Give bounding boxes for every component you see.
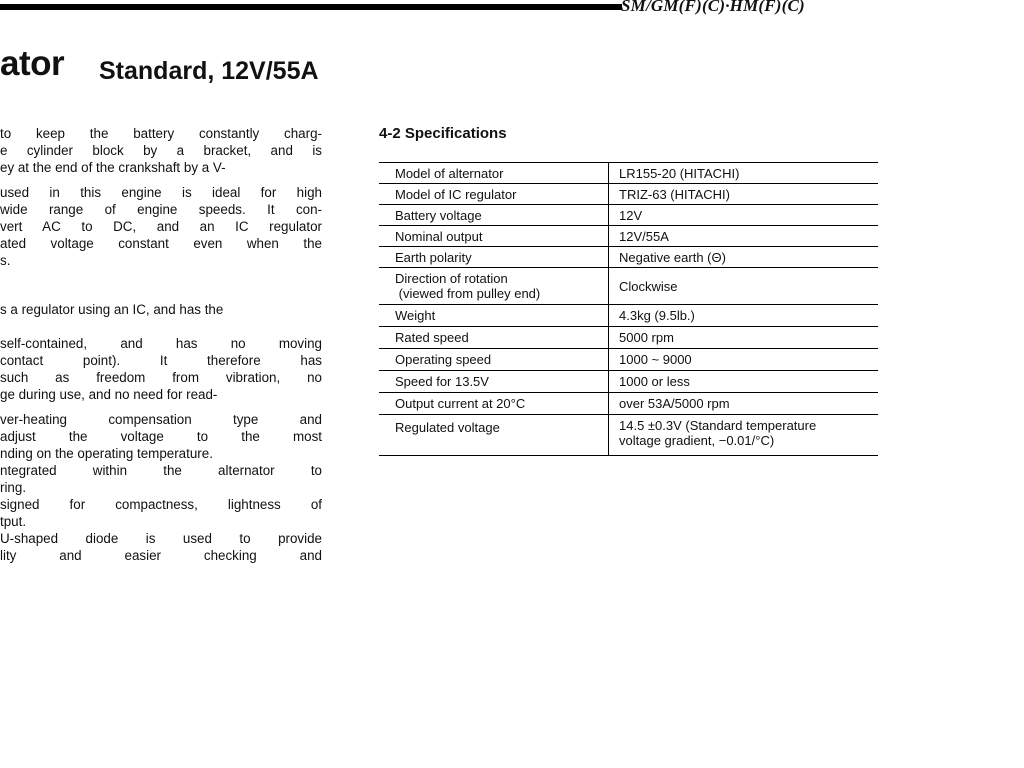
spec-value: 4.3kg (9.5lb.) [619,308,695,323]
text-line: self-contained, and has no moving [0,336,322,351]
spec-label [379,268,609,305]
text-line: adjust the voltage to the most [0,429,322,444]
text-line: s a regulator using an IC, and has the [0,302,224,317]
text-line: ver-heating compensation type and [0,412,322,427]
table-row [379,247,878,268]
spec-value: over 53A/5000 rpm [619,396,730,411]
table-row [379,163,878,184]
table-row [379,268,878,305]
text-line: s. [0,253,11,268]
spec-label: Nominal output [379,226,609,247]
spec-label: Battery voltage [379,205,609,226]
text-line: such as freedom from vibration, no [0,370,322,385]
text-line: U-shaped diode is used to provide [0,531,322,546]
table-row [379,349,878,371]
spec-value: TRIZ-63 (HITACHI) [619,186,730,202]
text-line: ey at the end of the crankshaft by a V- [0,160,226,175]
spec-label: Weight [379,305,609,327]
text-line: contact point). It therefore has [0,353,322,368]
text-line: signed for compactness, lightness of [0,497,322,512]
table-row [379,205,878,226]
spec-value-line: 14.5 ±0.3V (Standard temperature [619,418,817,433]
text-line: ntegrated within the alternator to [0,463,322,478]
spec-label: Output current at 20°C [379,393,609,415]
text-line: tput. [0,514,27,529]
text-line: ring. [0,480,27,495]
spec-label: Model of IC regulator [379,184,609,205]
table-row [379,305,878,327]
spec-label: Speed for 13.5V [379,371,609,393]
text-line: vert AC to DC, and an IC regulator [0,219,322,234]
spec-label: Rated speed [379,327,609,349]
spec-value: 12V/55A [619,228,669,244]
spec-label-line: (viewed from pulley end) [395,286,541,301]
header-rule [0,4,622,10]
header-model-code: SM/GM(F)(C)·HM(F)(C) [621,0,805,15]
table-row [379,415,878,456]
specifications-table [379,162,878,456]
spec-value: Negative earth (Θ) [619,249,726,265]
table-row [379,226,878,247]
table-row [379,371,878,393]
text-line: wide range of engine speeds. It con- [0,202,322,217]
spec-label: Regulated voltage [379,415,609,456]
spec-value: 1000 ~ 9000 [619,352,692,367]
specifications-heading: 4-2 Specifications [379,125,507,142]
table-row [379,184,878,205]
spec-label: Operating speed [379,349,609,371]
table-row [379,327,878,349]
spec-value: 12V [619,207,643,223]
spec-value: Clockwise [619,278,678,294]
text-line: ge during use, and no need for read- [0,387,218,402]
table-row [379,393,878,415]
text-line: e cylinder block by a bracket, and is [0,143,322,158]
spec-label-line: Direction of rotation [395,271,508,286]
page-subtitle: Standard, 12V/55A [99,57,319,85]
spec-value: LR155-20 (HITACHI) [619,165,740,181]
text-line: ated voltage constant even when the [0,236,322,251]
text-line: used in this engine is ideal for high [0,185,322,200]
page-title: ator [0,44,65,83]
text-line: to keep the battery constantly charg- [0,126,322,141]
spec-value: 1000 or less [619,374,690,389]
spec-value [609,415,879,456]
spec-value: 5000 rpm [619,330,674,345]
text-line: nding on the operating temperature. [0,446,213,461]
spec-label: Model of alternator [379,163,609,184]
text-line: lity and easier checking and [0,548,322,563]
spec-value-line: voltage gradient, −0.01/°C) [619,433,775,448]
spec-label: Earth polarity [379,247,609,268]
